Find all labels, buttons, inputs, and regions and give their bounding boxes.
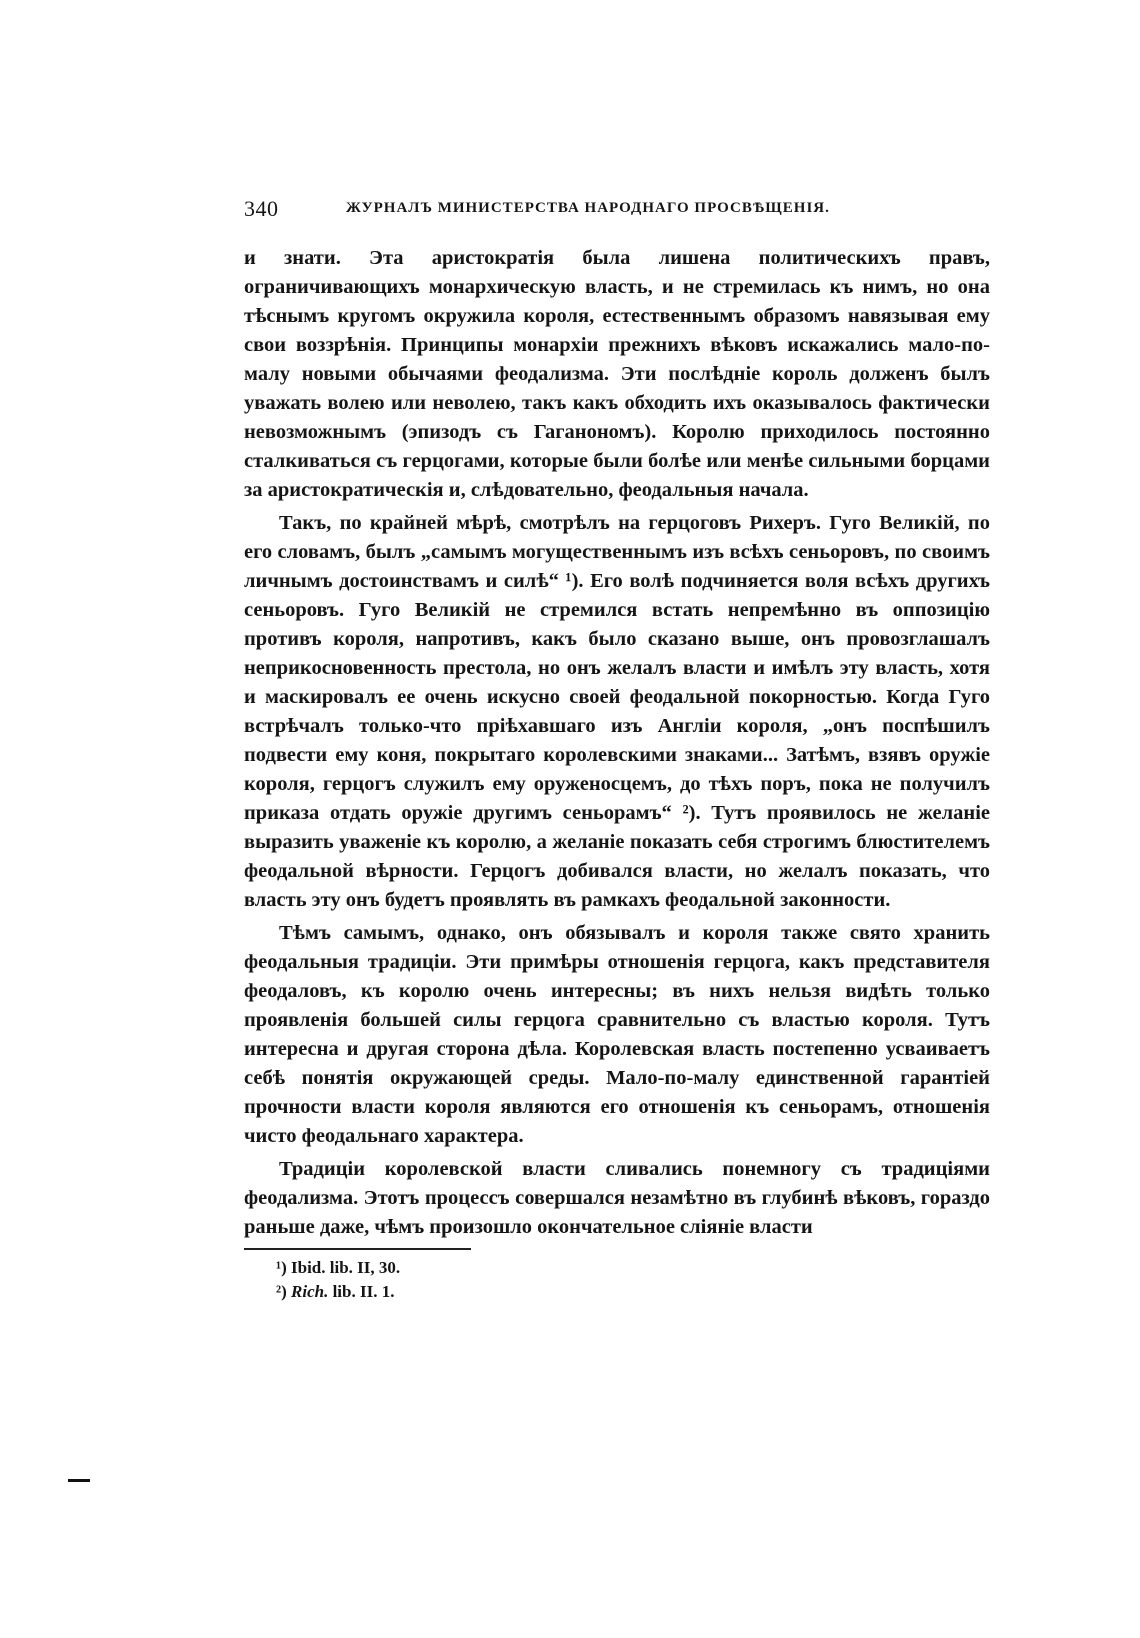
footnote-2 — [276, 1280, 990, 1304]
footnotes — [244, 1256, 990, 1304]
running-head — [244, 196, 990, 236]
footnote-1 — [276, 1256, 990, 1280]
margin-mark — [68, 1479, 90, 1482]
footnote-2-author: Rich. — [291, 1282, 329, 1301]
footnote-1-text: Ibid. lib. II, 30. — [291, 1258, 401, 1277]
book-page — [244, 196, 990, 1304]
paragraph-4: Традиціи королевской власти сливались понемногу съ традиціями феодализма. Этотъ процессъ совершался незамѣтно въ глубинѣ вѣковъ, гораздо раньше даже, чѣмъ произошло окончательное сліяніе власти — [244, 1158, 990, 1238]
footnote-2-marker: ²) — [276, 1282, 287, 1301]
footnote-divider — [244, 1248, 471, 1250]
footnote-2-text: lib. II. 1. — [332, 1282, 395, 1301]
page-number: 340 — [244, 196, 279, 221]
footnote-1-marker: ¹) — [276, 1258, 287, 1277]
paragraph-2: Такъ, по крайней мѣрѣ, смотрѣлъ на герцоговъ Рихеръ. Гуго Великій, по его словамъ, былъ „самымъ могущественнымъ изъ всѣхъ сеньоровъ, по своимъ личнымъ достоинствамъ и силѣ“ ¹). Его волѣ подчиняется воля всѣхъ другихъ сеньоровъ. Гуго Великій не стремился встать непремѣнно въ оппозицію противъ короля, напротивъ, какъ было сказано выше, онъ провозглашалъ неприкосновенность престола, но онъ желалъ власти и имѣлъ эту власть, хотя и маскировалъ ее очень искусно своей феодальной покорностью. Когда Гуго встрѣчалъ только-что пріѣхавшаго изъ Англіи короля, „онъ поспѣшилъ подвести ему коня, покрытаго королевскими знаками... Затѣмъ, взявъ оружіе короля, герцогъ служилъ ему оруженосцемъ, до тѣхъ поръ, пока не получилъ приказа отдать оружіе другимъ сеньорамъ“ ²). Тутъ проявилось не желаніе выразить уваженіе къ королю, а желаніе показать себя строгимъ блюстителемъ феодальной вѣрности. Герцогъ добивался власти, но желалъ показать, что власть эту онъ будетъ проявлять въ рамкахъ феодальной законности. — [244, 512, 990, 911]
body-text — [244, 244, 990, 1242]
paragraph-3: Тѣмъ самымъ, однако, онъ обязывалъ и короля также свято хранить феодальныя традиціи. Эти примѣры отношенія герцога, какъ представителя феодаловъ, къ королю очень интересны; въ нихъ нельзя видѣть только проявленія большей силы герцога сравнительно съ властью короля. Тутъ интересна и другая сторона дѣла. Королевская власть постепенно усваиваетъ себѣ понятія окружающей среды. Мало-по-малу единственной гарантіей прочности власти короля являются его отношенія къ сеньорамъ, отношенія чисто феодальнаго характера. — [244, 922, 990, 1147]
paragraph-1: и знати. Эта аристократія была лишена политическихъ правъ, ограничивающихъ монархическую власть, и не стремилась къ нимъ, но она тѣснымъ кругомъ окружила короля, естественнымъ образомъ навязывая ему свои воззрѣнія. Принципы монархіи прежнихъ вѣковъ искажались мало-по-малу новыми обычаями феодализма. Эти послѣдніе король долженъ былъ уважать волею или неволею, такъ какъ обходить ихъ оказывалось фактически невозможнымъ (эпизодъ съ Гаганономъ). Королю приходилось постоянно сталкиваться съ герцогами, которые были болѣе или менѣе сильными борцами за аристократическія и, слѣдовательно, феодальныя начала. — [244, 247, 990, 501]
journal-title: ЖУРНАЛЪ МИНИСТЕРСТВА НАРОДНАГО ПРОСВѢЩЕНІЯ. — [346, 200, 830, 216]
